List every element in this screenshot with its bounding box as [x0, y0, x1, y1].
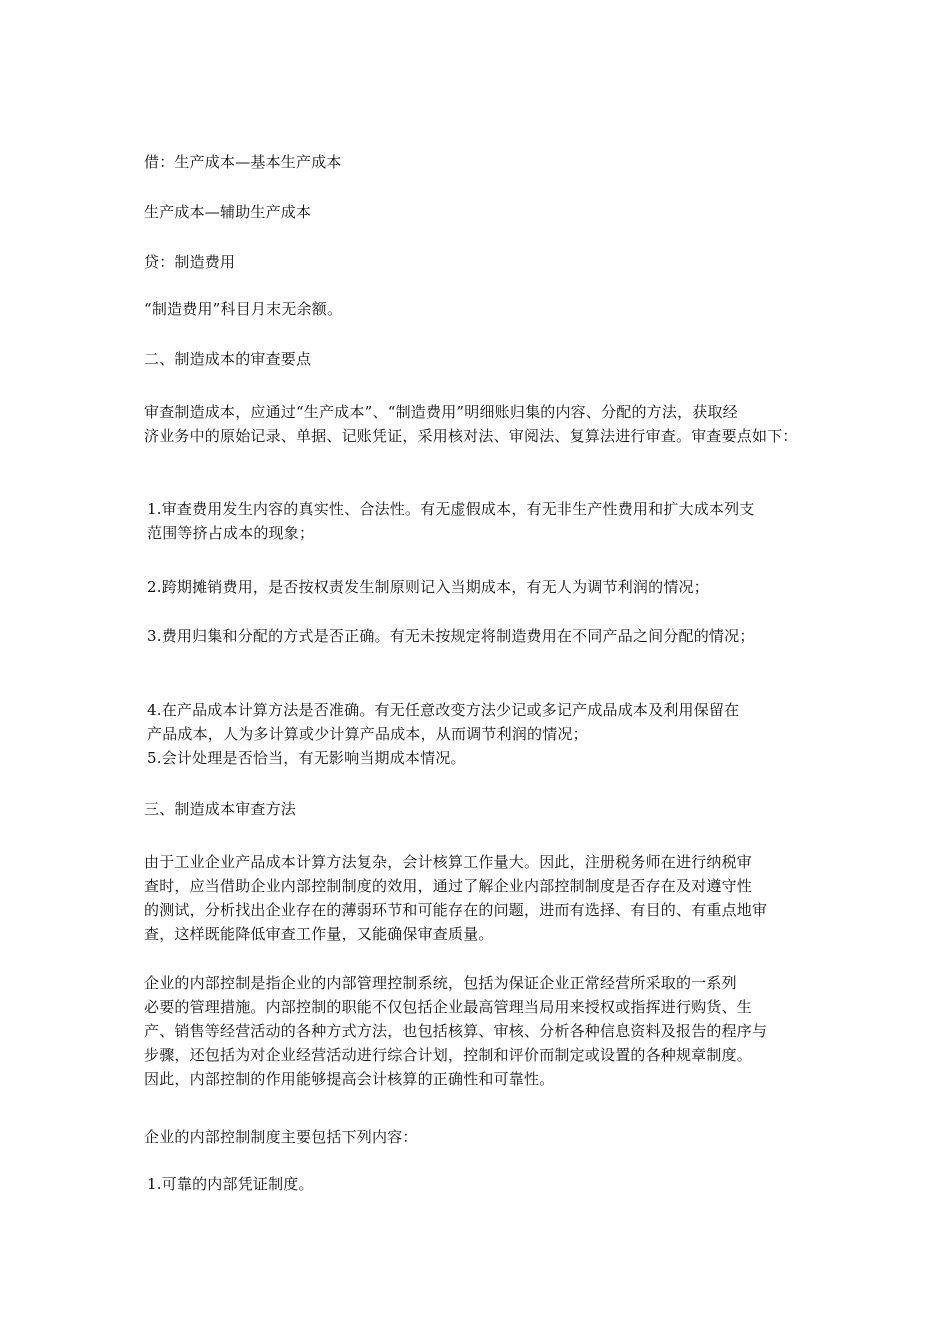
- journal-debit-sub-line: [144, 200, 824, 224]
- paragraph: [144, 850, 824, 946]
- text-line: 生产成本—辅助生产成本: [144, 203, 312, 221]
- text-line: 产、销售等经营活动的各种方式方法，也包括核算、审核、分析各种信息资料及报告的程序与: [144, 1022, 768, 1040]
- text-line: 3.费用归集和分配的方式是否正确。有无未按规定将制造费用在不同产品之间分配的情况；: [147, 627, 755, 645]
- paragraph: [144, 971, 824, 1091]
- text-line: 三、制造成本审查方法: [144, 800, 297, 818]
- text-line: 因此，内部控制的作用能够提高会计核算的正确性和可靠性。: [144, 1070, 555, 1088]
- text-line: 必要的管理措施。内部控制的职能不仅包括企业最高管理当局用来授权或指挥进行购货、生: [144, 998, 753, 1016]
- section-heading-2: [144, 347, 824, 371]
- journal-credit-line: [144, 250, 824, 274]
- text-line: 查时，应当借助企业内部控制制度的效用，通过了解企业内部控制制度是否存在及对遵守性: [144, 877, 753, 895]
- text-line: 范围等挤占成本的现象；: [147, 524, 315, 542]
- paragraph: [144, 297, 824, 321]
- text-line: 产品成本，人为多计算或少计算产品成本，从而调节利润的情况；: [147, 725, 588, 743]
- text-line: 审查制造成本，应通过“生产成本”、“制造费用”明细账归集的内容、分配的方法，获取经: [144, 403, 738, 421]
- text-line: “制造费用”科目月末无余额。: [144, 300, 343, 318]
- text-line: 5.会计处理是否恰当，有无影响当期成本情况。: [147, 749, 466, 767]
- list-item-1: [147, 1172, 827, 1196]
- paragraph: [144, 400, 824, 448]
- text-line: 的测试，分析找出企业存在的薄弱环节和可能存在的问题，进而有选择、有目的、有重点地审: [144, 901, 768, 919]
- text-line: 1.可靠的内部凭证制度。: [147, 1175, 314, 1193]
- text-line: 贷：制造费用: [144, 253, 236, 271]
- journal-debit-line: [144, 150, 824, 174]
- list-item-4: [147, 698, 827, 770]
- list-item-2: [147, 575, 827, 599]
- text-line: 由于工业企业产品成本计算方法复杂，会计核算工作量大。因此，注册税务师在进行纳税审: [144, 853, 753, 871]
- list-item-1: [147, 497, 827, 545]
- text-line: 4.在产品成本计算方法是否准确。有无任意改变方法少记或多记产成品成本及利用保留在: [147, 701, 740, 719]
- text-line: 企业的内部控制是指企业的内部管理控制系统，包括为保证企业正常经营所采取的一系列: [144, 974, 737, 992]
- text-line: 济业务中的原始记录、单据、记账凭证，采用核对法、审阅法、复算法进行审查。审查要点如下：: [144, 427, 798, 445]
- text-line: 1.审查费用发生内容的真实性、合法性。有无虚假成本，有无非生产性费用和扩大成本列支: [147, 500, 755, 518]
- text-line: 步骤，还包括为对企业经营活动进行综合计划，控制和评价而制定或设置的各种规章制度。: [144, 1046, 753, 1064]
- text-line: 查，这样既能降低审查工作量，又能确保审查质量。: [144, 925, 494, 943]
- list-item-3: [147, 624, 827, 648]
- paragraph: [144, 1125, 824, 1149]
- section-heading-3: [144, 797, 824, 821]
- text-line: 企业的内部控制制度主要包括下列内容：: [144, 1128, 418, 1146]
- text-line: 2.跨期摊销费用，是否按权责发生制原则记入当期成本，有无人为调节利润的情况；: [147, 578, 709, 596]
- text-line: 借：生产成本—基本生产成本: [144, 153, 342, 171]
- text-line: 二、制造成本的审查要点: [144, 350, 312, 368]
